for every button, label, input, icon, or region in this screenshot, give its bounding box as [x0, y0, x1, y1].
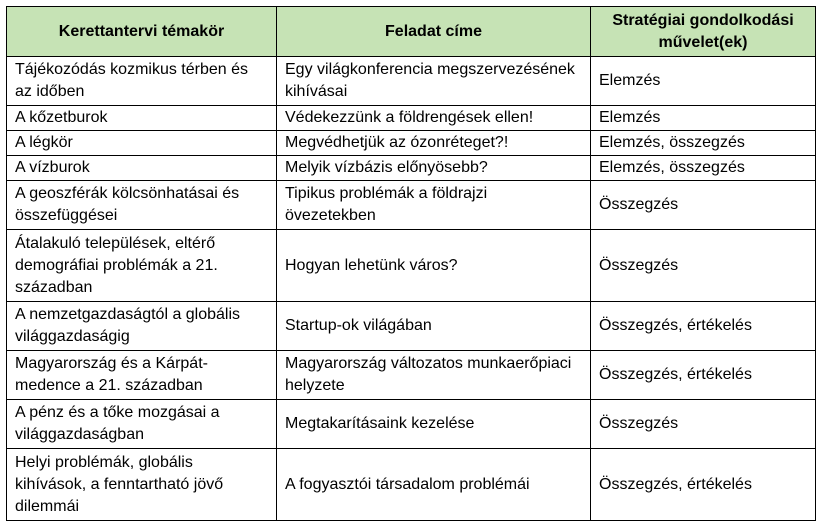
header-row — [7, 7, 816, 57]
cell-task: Védekezzünk a földrengések ellen! — [277, 106, 591, 131]
cell-task: Megtakarításaink kezelése — [277, 400, 591, 449]
cell-topic: A légkör — [7, 131, 277, 156]
cell-task: Magyarország változatos munkaerőpiaci helyzete — [277, 351, 591, 400]
cell-operation: Összegzés — [591, 230, 816, 302]
cell-operation: Összegzés — [591, 181, 816, 230]
cell-topic: Helyi problémák, globális kihívások, a fenntartható jövő dilemmái — [7, 449, 277, 521]
cell-topic: A pénz és a tőke mozgásai a világgazdaságban — [7, 400, 277, 449]
cell-topic: A vízburok — [7, 156, 277, 181]
table-row — [7, 302, 816, 351]
cell-task: Startup-ok világában — [277, 302, 591, 351]
table-row — [7, 57, 816, 106]
table-row — [7, 106, 816, 131]
table-row — [7, 449, 816, 521]
cell-topic: Magyarország és a Kárpát-medence a 21. században — [7, 351, 277, 400]
cell-task: Melyik vízbázis előnyösebb? — [277, 156, 591, 181]
cell-operation: Összegzés, értékelés — [591, 351, 816, 400]
table-row — [7, 400, 816, 449]
cell-operation: Összegzés — [591, 400, 816, 449]
cell-operation: Elemzés, összegzés — [591, 131, 816, 156]
header-curriculum-topic: Kerettantervi témakör — [7, 7, 277, 57]
cell-operation: Összegzés, értékelés — [591, 449, 816, 521]
table-row — [7, 351, 816, 400]
cell-topic: Átalakuló települések, eltérő demográfiai problémák a 21. században — [7, 230, 277, 302]
table-row — [7, 230, 816, 302]
cell-task: Hogyan lehetünk város? — [277, 230, 591, 302]
header-task-title: Feladat címe — [277, 7, 591, 57]
cell-operation: Elemzés — [591, 106, 816, 131]
cell-task: A fogyasztói társadalom problémái — [277, 449, 591, 521]
cell-operation: Elemzés — [591, 57, 816, 106]
cell-task: Egy világkonferencia megszervezésének kihívásai — [277, 57, 591, 106]
table-row — [7, 131, 816, 156]
header-strategic-operations: Stratégiai gondolkodási művelet(ek) — [591, 7, 816, 57]
cell-operation: Elemzés, összegzés — [591, 156, 816, 181]
cell-topic: A kőzetburok — [7, 106, 277, 131]
cell-topic: A nemzetgazdaságtól a globális világgazdaságig — [7, 302, 277, 351]
cell-task: Megvédhetjük az ózonréteget?! — [277, 131, 591, 156]
table-row — [7, 181, 816, 230]
cell-topic: Tájékozódás kozmikus térben és az időben — [7, 57, 277, 106]
cell-task: Tipikus problémák a földrajzi övezetekben — [277, 181, 591, 230]
topics-table — [6, 6, 816, 521]
cell-operation: Összegzés, értékelés — [591, 302, 816, 351]
cell-topic: A geoszférák kölcsönhatásai és összefüggései — [7, 181, 277, 230]
table-row — [7, 156, 816, 181]
